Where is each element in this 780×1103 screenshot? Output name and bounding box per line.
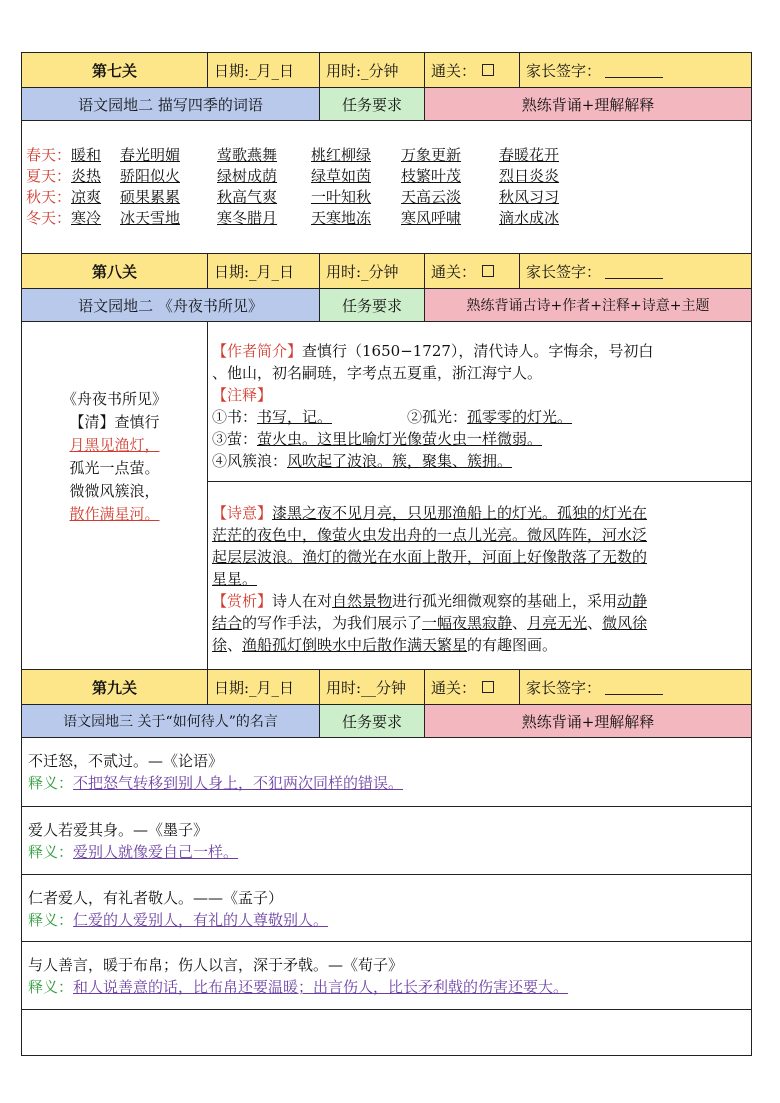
note-text: 孤零零的灯光。 xyxy=(467,408,573,426)
season-row-winter xyxy=(26,208,559,229)
appreciation-text: 自然景物 xyxy=(332,592,393,610)
level-title: 第八关 xyxy=(22,254,208,288)
date-field[interactable]: 日期:_月_日 xyxy=(208,254,320,288)
season-word: 天高云淡 xyxy=(401,188,462,206)
time-field[interactable]: 用时:_分钟 xyxy=(320,254,425,288)
season-word: 万象更新 xyxy=(401,146,462,164)
appreciation-text: 一幅夜黑寂静 xyxy=(422,614,513,632)
quote-block xyxy=(22,807,751,875)
quote-text: 爱人若爱其身。—《墨子》 xyxy=(28,821,209,839)
meaning-label: 释义： xyxy=(28,843,74,861)
season-word: 寒风呼啸 xyxy=(401,209,462,227)
poem-title: 《舟夜书所见》 xyxy=(61,390,167,408)
season-row-summer xyxy=(26,166,559,187)
season-label: 春天： xyxy=(26,146,72,164)
author-intro-tag: 【作者简介】 xyxy=(212,342,303,360)
pass-label: 通关： xyxy=(431,678,477,697)
topic-title: 语文园地二 描写四季的词语 xyxy=(22,88,320,120)
level8-header-row xyxy=(22,254,751,289)
level8-topic-row xyxy=(22,289,751,322)
appreciation-text: 结合 xyxy=(212,614,243,632)
meaning-tag: 【诗意】 xyxy=(212,504,273,522)
quote-block xyxy=(22,738,751,807)
appreciation-text: 月亮无光 xyxy=(527,614,588,632)
topic-title: 语文园地二 《舟夜书所见》 xyxy=(22,289,320,321)
meaning-text: 起层层波浪。渔灯的微光在水面上散开，河面上好像散落了无数的 xyxy=(212,548,648,566)
season-word: 滴水成冰 xyxy=(499,209,560,227)
worksheet xyxy=(21,52,752,1056)
poem-line: 微微风簇浪， xyxy=(69,482,160,500)
author-intro-text: 、他山，初名嗣琏，字考点五夏重，浙江海宁人。 xyxy=(212,364,543,382)
appreciation-text: 的写作手法，为我们展示了 xyxy=(242,614,423,632)
quote-meaning: 爱别人就像爱自己一样。 xyxy=(73,843,239,861)
parent-sign-field xyxy=(520,254,751,288)
season-row-autumn xyxy=(26,187,559,208)
parent-sign-label: 家长签字： xyxy=(526,678,602,697)
signature-line[interactable] xyxy=(605,264,663,279)
season-word: 炎热 xyxy=(71,167,102,185)
quote-block xyxy=(22,942,751,1010)
season-word: 烈日炎炎 xyxy=(499,167,560,185)
appreciation-text: 、 xyxy=(227,636,243,654)
note-text: 风吹起了波浪。簇，聚集、簇拥。 xyxy=(287,452,513,470)
author-intro xyxy=(212,340,653,472)
meaning-block xyxy=(212,502,748,656)
season-word: 硕果累累 xyxy=(120,188,181,206)
level7-header-row xyxy=(22,53,751,88)
appreciation-text: 微风徐 xyxy=(602,614,648,632)
season-word: 寒冷 xyxy=(71,209,102,227)
meaning-panel xyxy=(208,482,751,670)
appreciation-text: 、 xyxy=(512,614,528,632)
signature-line[interactable] xyxy=(605,680,663,695)
season-word: 桃红柳绿 xyxy=(311,146,372,164)
date-field[interactable]: 日期:_月_日 xyxy=(208,53,320,87)
pass-checkbox[interactable] xyxy=(482,64,494,76)
empty-row xyxy=(22,1010,751,1055)
note-term: ④风簇浪： xyxy=(212,452,288,470)
season-word: 秋风习习 xyxy=(499,188,560,206)
season-word: 凉爽 xyxy=(71,188,102,206)
season-row-spring xyxy=(26,145,559,166)
topic-title: 语文园地三 关于“如何待人”的名言 xyxy=(22,705,320,737)
parent-sign-field xyxy=(520,53,751,87)
season-word: 枝繁叶茂 xyxy=(401,167,462,185)
note-text: 萤火虫。这里比喻灯光像萤火虫一样微弱。 xyxy=(257,430,543,448)
pass-checkbox[interactable] xyxy=(482,265,494,277)
meaning-label: 释义： xyxy=(28,978,74,996)
level8-content xyxy=(22,322,751,670)
appreciation-text: 、 xyxy=(587,614,603,632)
note-term: ①书： xyxy=(212,408,258,426)
note-text: 书写，记。 xyxy=(257,408,333,426)
season-word: 冰天雪地 xyxy=(120,209,181,227)
author-notes-panel xyxy=(208,322,751,482)
level7-topic-row xyxy=(22,88,751,121)
meaning-text: 茫茫的夜色中，像萤火虫发出舟的一点儿光亮。微风阵阵，河水泛 xyxy=(212,526,648,544)
season-word: 绿树成荫 xyxy=(217,167,278,185)
appreciation-text: 诗人在对 xyxy=(272,592,333,610)
pass-field xyxy=(425,670,520,704)
quote-meaning: 和人说善意的话，比布帛还要温暖；出言伤人，比长矛利戟的伤害还要大。 xyxy=(73,978,569,996)
season-word: 春暖花开 xyxy=(499,146,560,164)
note-term: ②孤光： xyxy=(407,408,468,426)
note-term: ③萤： xyxy=(212,430,258,448)
level9-topic-row xyxy=(22,705,751,738)
pass-label: 通关： xyxy=(431,262,477,281)
meaning-text: 星星。 xyxy=(212,570,258,588)
time-field[interactable]: 用时:__分钟 xyxy=(320,670,425,704)
appreciation-text: 动静 xyxy=(617,592,648,610)
parent-sign-field xyxy=(520,670,751,704)
quote-text: 与人善言，暖于布帛；伤人以言，深于矛戟。—《荀子》 xyxy=(28,956,404,974)
poem-line: 月黑见渔灯， xyxy=(69,436,160,454)
task-label: 任务要求 xyxy=(320,88,425,120)
poem-author: 【清】查慎行 xyxy=(69,413,160,431)
season-word: 天寒地冻 xyxy=(311,209,372,227)
pass-label: 通关： xyxy=(431,61,477,80)
level-title: 第九关 xyxy=(22,670,208,704)
task-requirement: 熟练背诵+理解解释 xyxy=(425,705,751,737)
appreciation-text: 渔船孤灯倒映水中后散作满天繁星 xyxy=(242,636,468,654)
appreciation-text: 进行孤光细微观察的基础上，采用 xyxy=(392,592,618,610)
task-label: 任务要求 xyxy=(320,705,425,737)
poem-line: 散作满星河。 xyxy=(69,505,160,523)
season-label: 冬天： xyxy=(26,209,72,227)
quote-text: 不迁怒，不贰过。—《论语》 xyxy=(28,752,224,770)
season-word: 秋高气爽 xyxy=(217,188,278,206)
poem-line: 孤光一点萤。 xyxy=(69,459,160,477)
meaning-text: 漆黑之夜不见月亮，只见那渔船上的灯光。孤独的灯光在 xyxy=(272,504,648,522)
notes-tag: 【注释】 xyxy=(212,386,273,404)
appreciation-tag: 【赏析】 xyxy=(212,592,273,610)
poem-panel xyxy=(22,322,208,669)
task-requirement: 熟练背诵+理解解释 xyxy=(425,88,751,120)
season-word: 莺歌燕舞 xyxy=(217,146,278,164)
season-label: 秋天： xyxy=(26,188,72,206)
pass-field xyxy=(425,53,520,87)
author-intro-text: 查慎行（1650−1727），清代诗人。字悔余，号初白 xyxy=(302,342,654,360)
season-word: 寒冬腊月 xyxy=(217,209,278,227)
appreciation-text: 的有趣图画。 xyxy=(467,636,558,654)
date-field[interactable]: 日期:_月_日 xyxy=(208,670,320,704)
pass-field xyxy=(425,254,520,288)
season-word: 一叶知秋 xyxy=(311,188,372,206)
season-word: 暖和 xyxy=(71,146,102,164)
season-word: 春光明媚 xyxy=(120,146,181,164)
quote-meaning: 不把怒气转移到别人身上，不犯两次同样的错误。 xyxy=(73,774,404,792)
meaning-label: 释义： xyxy=(28,774,74,792)
season-label: 夏天： xyxy=(26,167,72,185)
meaning-label: 释义： xyxy=(28,911,74,929)
level9-header-row xyxy=(22,670,751,705)
pass-checkbox[interactable] xyxy=(482,681,494,693)
season-word: 骄阳似火 xyxy=(120,167,181,185)
season-word: 绿草如茵 xyxy=(311,167,372,185)
signature-line[interactable] xyxy=(605,63,663,78)
time-field[interactable]: 用时:_分钟 xyxy=(320,53,425,87)
appreciation-text: 徐 xyxy=(212,636,228,654)
level7-content xyxy=(22,121,751,254)
task-label: 任务要求 xyxy=(320,289,425,321)
task-requirement: 熟练背诵古诗+作者+注释+诗意+主题 xyxy=(425,289,751,321)
quote-meaning: 仁爱的人爱别人，有礼的人尊敬别人。 xyxy=(73,911,329,929)
quote-block xyxy=(22,875,751,942)
quote-text: 仁者爱人，有礼者敬人。——《孟子） xyxy=(28,889,284,907)
level-title: 第七关 xyxy=(22,53,208,87)
parent-sign-label: 家长签字： xyxy=(526,61,602,80)
parent-sign-label: 家长签字： xyxy=(526,262,602,281)
